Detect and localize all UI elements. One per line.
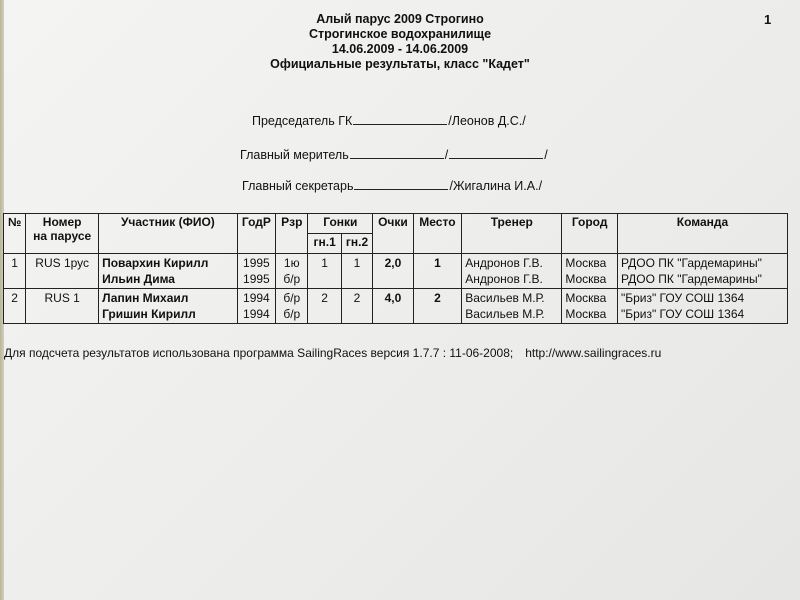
event-dates: 14.06.2009 - 14.06.2009 — [331, 42, 469, 56]
signature-blank — [449, 147, 543, 159]
row-ranks — [276, 289, 308, 324]
row-teams — [617, 254, 787, 289]
row-points: 4,0 — [373, 289, 413, 324]
row-participants — [99, 254, 238, 289]
event-title: Алый парус 2009 Строгино — [316, 12, 484, 26]
team: "Бриз" ГОУ СОШ 1364 — [620, 291, 745, 305]
team: РДОО ПК "Гардемарины" — [620, 272, 762, 286]
signature-role: Главный секретарь — [242, 179, 354, 193]
city: Москва — [565, 291, 607, 305]
header-city: Город — [562, 214, 618, 254]
header-num: № — [4, 214, 26, 254]
footer-url[interactable]: http://www.sailingraces.ru — [525, 346, 662, 360]
row-race2: 1 — [341, 254, 372, 289]
header-sail-line1: Номер — [42, 215, 82, 229]
row-place: 1 — [413, 254, 462, 289]
row-place: 2 — [413, 289, 462, 324]
signature-name: /Леонов Д.С./ — [448, 114, 526, 128]
venue-title: Строгинское водохранилище — [308, 27, 492, 41]
header-races: Гонки — [308, 214, 373, 234]
footer-text: Для подсчета результатов использована программа SailingRaces версия 1.7.7 : 11-06-2008; — [4, 346, 514, 360]
header-team: Команда — [617, 214, 787, 254]
signature-blank — [354, 178, 448, 190]
rank: б/р — [283, 291, 301, 305]
birth-year: 1994 — [243, 291, 270, 305]
row-race1: 2 — [308, 289, 341, 324]
birth-year: 1995 — [243, 272, 270, 286]
rank: б/р — [283, 272, 301, 286]
participant-name: Ильин Дима — [102, 272, 175, 286]
signature-name: /Жигалина И.А./ — [449, 179, 543, 193]
signature-blank — [350, 147, 444, 159]
birth-year: 1995 — [243, 256, 270, 270]
row-teams — [617, 289, 787, 324]
row-race1: 1 — [308, 254, 341, 289]
row-points: 2,0 — [373, 254, 413, 289]
header-place: Место — [413, 214, 462, 254]
city: Москва — [565, 307, 607, 321]
header-rank: Рзр — [276, 214, 308, 254]
row-birth-years — [237, 289, 275, 324]
row-sail: RUS 1рус — [26, 254, 99, 289]
table-row — [4, 254, 788, 289]
signature-secretary — [242, 178, 542, 193]
row-num: 2 — [4, 289, 26, 324]
header-participant: Участник (ФИО) — [99, 214, 238, 254]
team: "Бриз" ГОУ СОШ 1364 — [620, 307, 745, 321]
coach-name: Васильев М.Р. — [465, 307, 545, 321]
results-table — [3, 213, 788, 324]
header-race1: гн.1 — [308, 234, 341, 254]
signature-measurer — [240, 147, 548, 162]
signature-slash: / — [444, 148, 449, 162]
header-sail-line2: на парусе — [33, 229, 92, 243]
signature-chairman — [252, 113, 526, 128]
rank: 1ю — [283, 256, 300, 270]
row-sail: RUS 1 — [26, 289, 99, 324]
row-birth-years — [237, 254, 275, 289]
participant-name: Гришин Кирилл — [102, 307, 196, 321]
row-cities — [562, 254, 618, 289]
header-points: Очки — [373, 214, 413, 254]
signature-role: Председатель ГК — [252, 114, 353, 128]
row-participants — [99, 289, 238, 324]
coach-name: Васильев М.Р. — [465, 291, 545, 305]
row-coaches — [462, 254, 562, 289]
header-race2: гн.2 — [341, 234, 372, 254]
table-row — [4, 289, 788, 324]
participant-name: Лапин Михаил — [102, 291, 189, 305]
row-cities — [562, 289, 618, 324]
participant-name: Повархин Кирилл — [102, 256, 209, 270]
table-header-row — [4, 214, 788, 234]
team: РДОО ПК "Гардемарины" — [620, 256, 762, 270]
header-sail — [26, 214, 99, 254]
row-ranks — [276, 254, 308, 289]
row-race2: 2 — [341, 289, 372, 324]
signature-slash: / — [544, 148, 548, 162]
coach-name: Андронов Г.В. — [465, 272, 543, 286]
row-num: 1 — [4, 254, 26, 289]
city: Москва — [565, 256, 607, 270]
results-title: Официальные результаты, класс "Кадет" — [270, 57, 530, 71]
document-heading — [210, 12, 590, 72]
coach-name: Андронов Г.В. — [465, 256, 543, 270]
signature-blank — [353, 113, 447, 125]
page-number: 1 — [764, 12, 772, 27]
row-coaches — [462, 289, 562, 324]
header-birth-year: ГодР — [237, 214, 275, 254]
rank: б/р — [283, 307, 301, 321]
city: Москва — [565, 272, 607, 286]
birth-year: 1994 — [243, 307, 270, 321]
footer — [4, 346, 661, 360]
header-coach: Тренер — [462, 214, 562, 254]
signature-role: Главный меритель — [240, 148, 349, 162]
